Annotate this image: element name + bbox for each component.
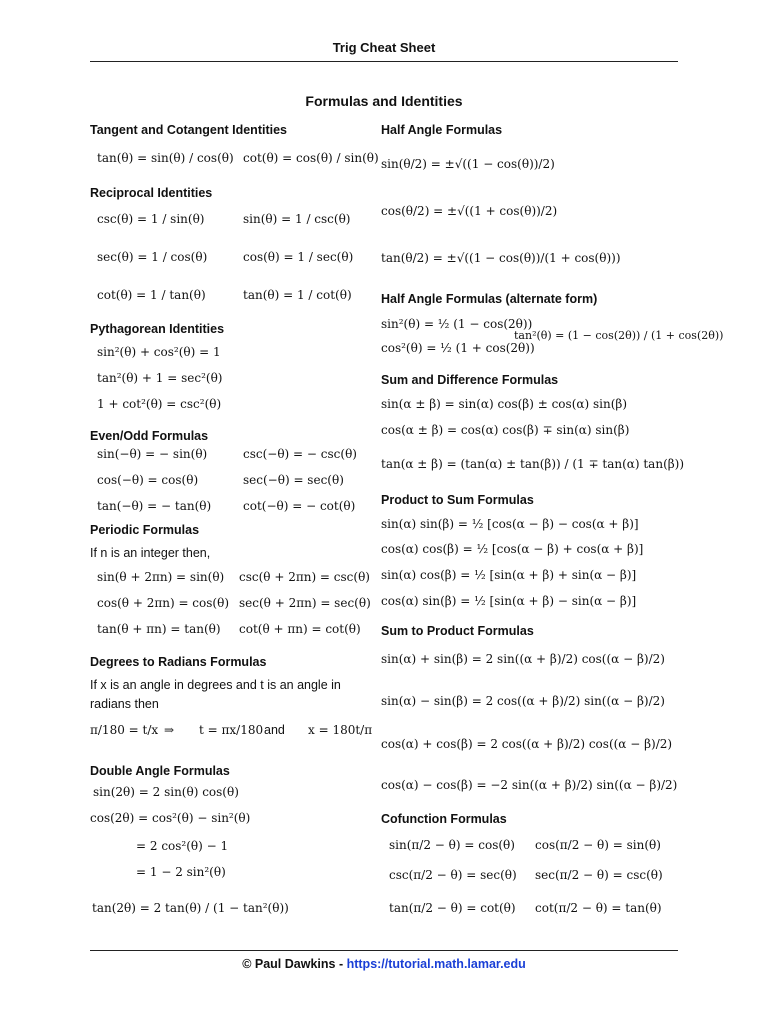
formula-tan-identity: tan(θ) = sin(θ) / cos(θ) [97,151,234,165]
section-heading-sum-to-product: Sum to Product Formulas [381,624,534,638]
formula-tan-half: tan(θ/2) = ±√((1 − cos(θ))/(1 + cos(θ))) [381,251,621,265]
section-heading-half-angle: Half Angle Formulas [381,123,503,137]
formula-x-from-t: x = 180t/π [308,723,373,737]
formula-cot-reciprocal: cot(θ) = 1 / tan(θ) [97,288,206,302]
formula-sec-even: sec(−θ) = sec(θ) [243,473,344,487]
formula-sin-cos-product: sin(α) cos(β) = ½ [sin(α + β) + sin(α − β)] [381,568,637,582]
formula-sin-squared: sin²(θ) = ½ (1 − cos(2θ)) [381,317,533,331]
formula-cos-sum-diff: cos(α ± β) = cos(α) cos(β) ∓ sin(α) sin(β) [381,423,630,437]
header-divider [90,61,678,62]
degrees-intro-line1: If x is an angle in degrees and t is an angle in [90,678,341,692]
formula-csc-cofunction: csc(π/2 − θ) = sec(θ) [389,868,517,882]
formula-sin-half: sin(θ/2) = ±√((1 − cos(θ))/2) [381,157,555,171]
implies-arrow: ⇒ [164,723,175,737]
formula-sin-sin-product: sin(α) sin(β) = ½ [cos(α − β) − cos(α + β)] [381,517,639,531]
formula-tan-sum-diff: tan(α ± β) = (tan(α) ± tan(β)) / (1 ∓ tan(α) tan(β)) [381,457,685,471]
formula-sec-cofunction: sec(π/2 − θ) = csc(θ) [535,868,663,882]
formula-degree-ratio: π/180 = t/x [90,723,159,737]
formula-cot-periodic: cot(θ + πn) = cot(θ) [239,622,361,636]
section-heading-tangent: Tangent and Cotangent Identities [90,123,287,137]
formula-sin-minus-sin: sin(α) − sin(β) = 2 cos((α + β)/2) sin((α − β)/2) [381,694,665,708]
formula-sin-odd: sin(−θ) = − sin(θ) [97,447,208,461]
formula-cot-cofunction: cot(π/2 − θ) = tan(θ) [535,901,662,915]
section-heading-pythagorean: Pythagorean Identities [90,322,225,336]
formula-sin-double: sin(2θ) = 2 sin(θ) cos(θ) [93,785,239,799]
formula-pythagorean-2: tan²(θ) + 1 = sec²(θ) [97,371,223,385]
formula-cos-reciprocal: cos(θ) = 1 / sec(θ) [243,250,354,264]
formula-tan-squared: tan²(θ) = (1 − cos(2θ)) / (1 + cos(2θ)) [514,329,724,342]
degrees-intro-line2: radians then [90,697,159,711]
formula-cos-double-alt1: = 2 cos²(θ) − 1 [136,839,229,853]
formula-tan-periodic: tan(θ + πn) = tan(θ) [97,622,221,636]
degrees-and: and [264,723,285,737]
formula-cos-squared: cos²(θ) = ½ (1 + cos(2θ)) [381,341,535,355]
formula-sin-cofunction: sin(π/2 − θ) = cos(θ) [389,838,515,852]
section-heading-cofunction: Cofunction Formulas [381,812,507,826]
section-heading-degrees: Degrees to Radians Formulas [90,655,267,669]
formula-sec-reciprocal: sec(θ) = 1 / cos(θ) [97,250,208,264]
section-heading-periodic: Periodic Formulas [90,523,200,537]
periodic-intro: If n is an integer then, [90,546,211,560]
formula-sin-periodic: sin(θ + 2πn) = sin(θ) [97,570,225,584]
formula-csc-periodic: csc(θ + 2πn) = csc(θ) [239,570,370,584]
formula-tan-cofunction: tan(π/2 − θ) = cot(θ) [389,901,516,915]
formula-pythagorean-3: 1 + cot²(θ) = csc²(θ) [97,397,222,411]
section-heading-double-angle: Double Angle Formulas [90,764,230,778]
formula-sin-plus-sin: sin(α) + sin(β) = 2 sin((α + β)/2) cos((α − β)/2) [381,652,665,666]
formula-csc-reciprocal: csc(θ) = 1 / sin(θ) [97,212,205,226]
footer-author: © Paul Dawkins - [242,957,347,971]
formula-cos-periodic: cos(θ + 2πn) = cos(θ) [97,596,229,610]
formula-cos-half: cos(θ/2) = ±√((1 + cos(θ))/2) [381,204,558,218]
formula-sec-periodic: sec(θ + 2πn) = sec(θ) [239,596,371,610]
footer-divider [90,950,678,951]
section-heading-product-to-sum: Product to Sum Formulas [381,493,534,507]
formula-cos-sin-product: cos(α) sin(β) = ½ [sin(α + β) − sin(α − β)] [381,594,637,608]
formula-cos-minus-cos: cos(α) − cos(β) = −2 sin((α + β)/2) sin((α − β)/2) [381,778,678,792]
formula-cos-plus-cos: cos(α) + cos(β) = 2 cos((α + β)/2) cos((α − β)/2) [381,737,673,751]
formula-cos-cos-product: cos(α) cos(β) = ½ [cos(α − β) + cos(α + β)] [381,542,644,556]
formula-sin-reciprocal: sin(θ) = 1 / csc(θ) [243,212,351,226]
formula-cot-identity: cot(θ) = cos(θ) / sin(θ) [243,151,379,165]
formula-csc-odd: csc(−θ) = − csc(θ) [243,447,357,461]
footer [90,957,678,971]
section-heading-sum-diff: Sum and Difference Formulas [381,373,559,387]
formula-tan-odd: tan(−θ) = − tan(θ) [97,499,212,513]
section-heading-reciprocal: Reciprocal Identities [90,186,213,200]
formula-tan-reciprocal: tan(θ) = 1 / cot(θ) [243,288,352,302]
formula-cos-double: cos(2θ) = cos²(θ) − sin²(θ) [90,811,251,825]
formula-cot-odd: cot(−θ) = − cot(θ) [243,499,356,513]
formula-cos-double-alt2: = 1 − 2 sin²(θ) [136,865,226,879]
formula-cos-even: cos(−θ) = cos(θ) [97,473,199,487]
section-heading-half-angle-alt: Half Angle Formulas (alternate form) [381,292,598,306]
page-header-title: Trig Cheat Sheet [332,40,436,55]
formula-sin-sum-diff: sin(α ± β) = sin(α) cos(β) ± cos(α) sin(β) [381,397,627,411]
section-heading-even-odd: Even/Odd Formulas [90,429,209,443]
formula-t-from-x: t = πx/180 [199,723,264,737]
footer-link[interactable]: https://tutorial.math.lamar.edu [346,957,526,971]
page-title: Formulas and Identities [305,93,463,109]
formula-pythagorean-1: sin²(θ) + cos²(θ) = 1 [97,345,221,359]
formula-cos-cofunction: cos(π/2 − θ) = sin(θ) [535,838,661,852]
formula-tan-double: tan(2θ) = 2 tan(θ) / (1 − tan²(θ)) [92,901,289,915]
